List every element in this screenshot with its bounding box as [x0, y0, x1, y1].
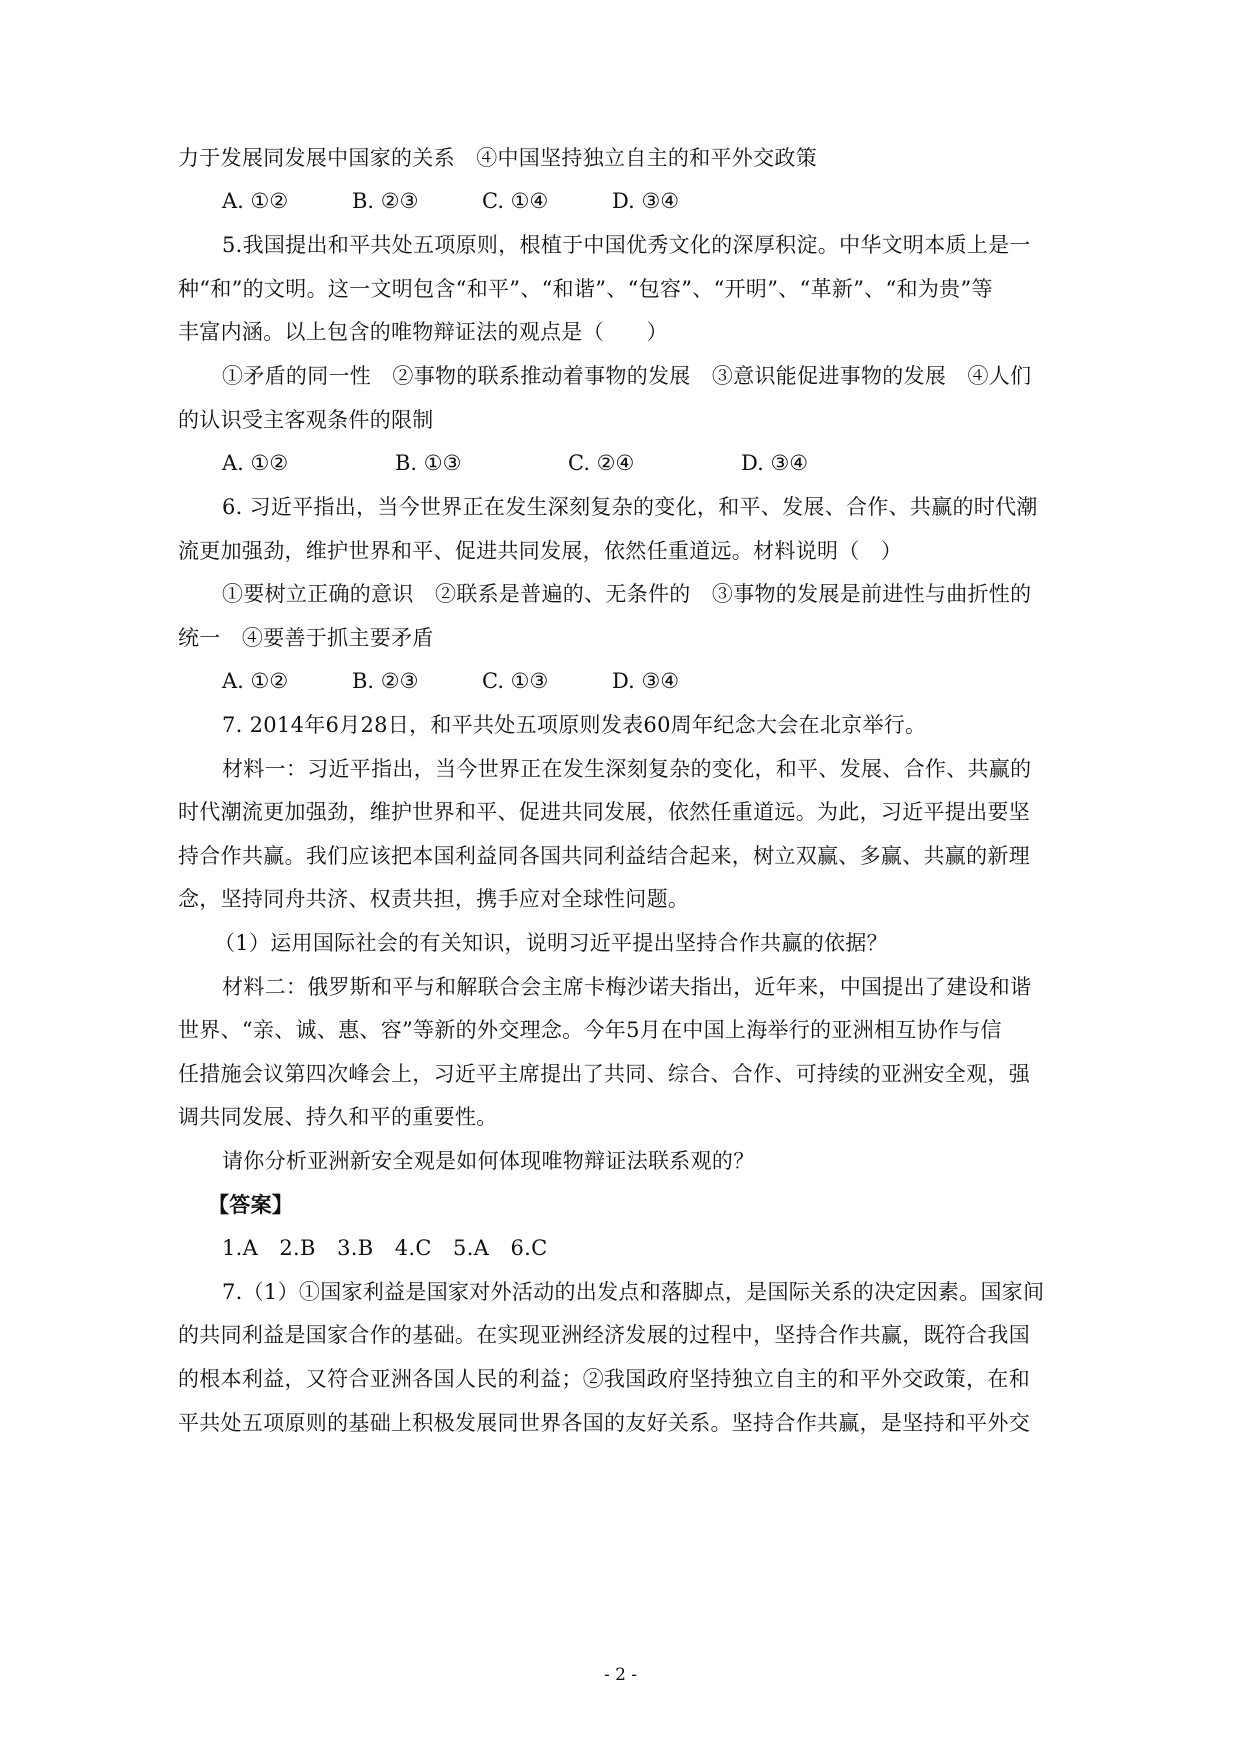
material-2: 材料二：俄罗斯和平与和解联合会主席卡梅沙诺夫指出，近年来，中国提出了建设和谐: [222, 975, 1032, 999]
text-line: 念，坚持同舟共济、权责共担，携手应对全球性问题。: [178, 887, 690, 911]
text-line: 持合作共赢。我们应该把本国利益同各国共同利益结合起来，树立双赢、多赢、共赢的新理: [178, 844, 1030, 868]
text-line: 种“和”的文明。这一文明包含“和平”、“和谐”、“包容”、“开明”、“革新”、“和为贵”等: [178, 277, 993, 301]
text-line: ①矛盾的同一性 ②事物的联系推动着事物的发展 ③意识能促进事物的发展 ④人们: [222, 364, 1032, 388]
text-line: 世界、“亲、诚、惠、容”等新的外交理念。今年5月在中国上海举行的亚洲相互协作与信: [178, 1018, 1002, 1042]
text-line: 平共处五项原则的基础上积极发展同世界各国的友好关系。坚持合作共赢，是坚持和平外交: [178, 1411, 1030, 1435]
question-6: 6. 习近平指出，当今世界正在发生深刻复杂的变化，和平、发展、合作、共赢的时代潮: [222, 495, 1038, 519]
question-5: 5.我国提出和平共处五项原则，根植于中国优秀文化的深厚积淀。中华文明本质上是一: [222, 233, 1031, 257]
question-prompt: 请你分析亚洲新安全观是如何体现唯物辩证法联系观的？: [222, 1149, 755, 1173]
answer-7: 7.（1）①国家利益是国家对外活动的出发点和落脚点，是国际关系的决定因素。国家间: [222, 1280, 1045, 1304]
text-line: 任措施会议第四次峰会上，习近平主席提出了共同、综合、合作、可持续的亚洲安全观，强: [178, 1062, 1030, 1086]
text-line: 流更加强劲，维护世界和平、促进共同发展，依然任重道远。材料说明（ ）: [178, 539, 903, 563]
option-a: A. ①②: [222, 451, 289, 475]
text-line: 调共同发展、持久和平的重要性。: [178, 1105, 498, 1129]
answer-key: 1.A 2.B 3.B 4.C 5.A 6.C: [222, 1236, 548, 1260]
option-a: A. ①②: [222, 669, 289, 693]
option-c: C. ①③: [482, 669, 549, 693]
sub-question-1: （1）运用国际社会的有关知识，说明习近平提出坚持合作共赢的依据？: [214, 931, 888, 955]
text-line: 统一 ④要善于抓主要矛盾: [178, 626, 434, 650]
option-d: D. ③④: [741, 451, 809, 475]
text-line: 的根本利益，又符合亚洲各国人民的利益；②我国政府坚持独立自主的和平外交政策，在和: [178, 1367, 1030, 1391]
text-line: 力于发展同发展中国家的关系 ④中国坚持独立自主的和平外交政策: [178, 146, 817, 170]
text-line: 的认识受主客观条件的限制: [178, 408, 434, 432]
text-line: 时代潮流更加强劲，维护世界和平、促进共同发展，依然任重道远。为此，习近平提出要坚: [178, 800, 1030, 824]
option-a: A. ①②: [222, 189, 289, 213]
option-c: C. ②④: [568, 451, 635, 475]
option-d: D. ③④: [612, 189, 680, 213]
question-7: 7. 2014年6月28日，和平共处五项原则发表60周年纪念大会在北京举行。: [222, 713, 927, 737]
option-d: D. ③④: [612, 669, 680, 693]
answer-heading: 【答案】: [208, 1193, 294, 1217]
option-b: B. ②③: [352, 189, 419, 213]
option-c: C. ①④: [482, 189, 549, 213]
text-line: 丰富内涵。以上包含的唯物辩证法的观点是（ ）: [178, 320, 668, 344]
material-1: 材料一：习近平指出，当今世界正在发生深刻复杂的变化，和平、发展、合作、共赢的: [222, 757, 1032, 781]
option-b: B. ②③: [352, 669, 419, 693]
page-number: - 2 -: [603, 1665, 638, 1685]
text-line: 的共同利益是国家合作的基础。在实现亚洲经济发展的过程中，坚持合作共赢，既符合我国: [178, 1323, 1030, 1347]
option-b: B. ①③: [395, 451, 462, 475]
text-line: ①要树立正确的意识 ②联系是普遍的、无条件的 ③事物的发展是前进性与曲折性的: [222, 582, 1032, 606]
